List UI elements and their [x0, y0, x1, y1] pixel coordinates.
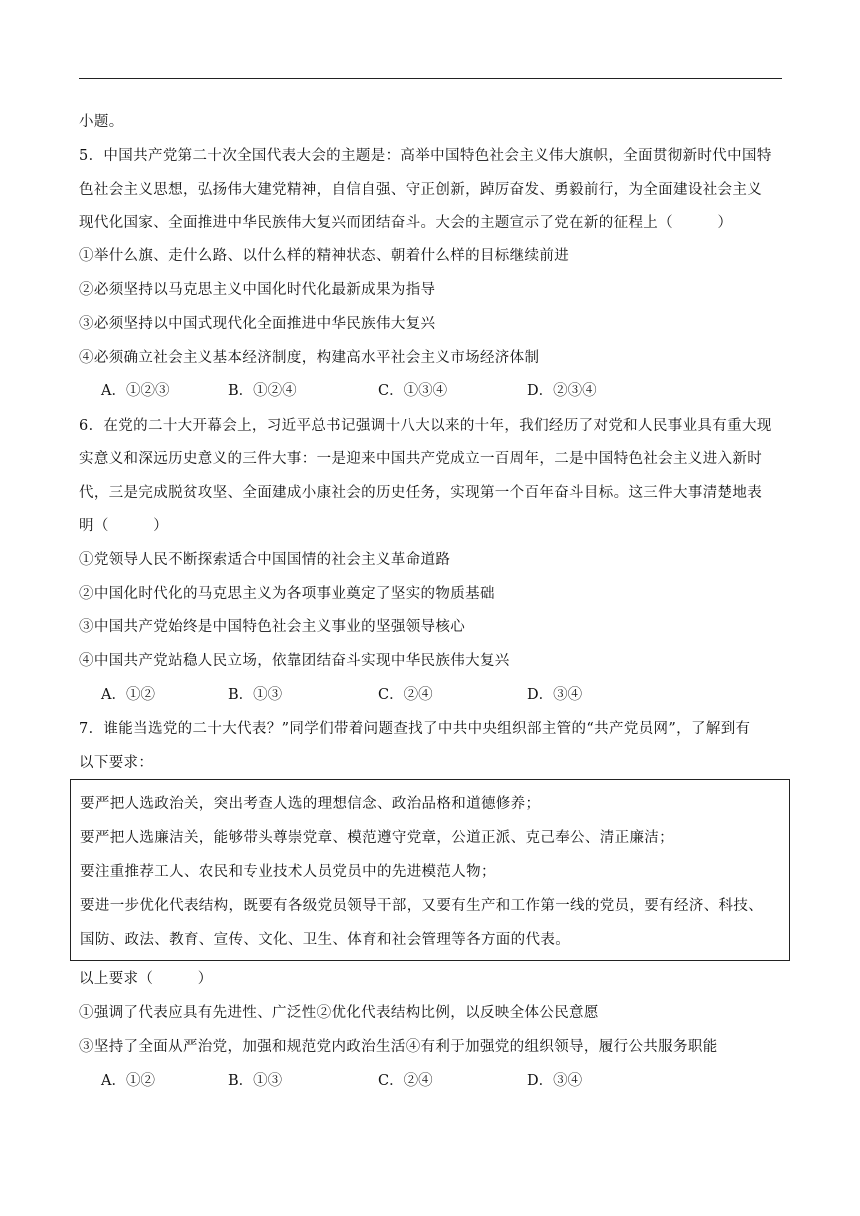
requirement-line: 要注重推荐工人、农民和专业技术人员党员中的先进模范人物；	[80, 864, 496, 880]
q5-option-b[interactable]: B．①②④	[228, 383, 297, 399]
q6-statement-3: ③中国共产党始终是中国特色社会主义事业的坚强领导核心	[79, 619, 466, 635]
q6-statement-4: ④中国共产党站稳人民立场，依靠团结奋斗实现中华民族伟大复兴	[79, 653, 510, 669]
q5-stem-line: 现代化国家、全面推进中华民族伟大复兴而团结奋斗。大会的主题宣示了党在新的征程上（ ）	[79, 215, 733, 231]
requirement-line: 要严把人选廉洁关，能够带头尊崇党章、模范遵守党章，公道正派、克己奉公、清正廉洁；	[80, 830, 674, 846]
q5-statement-2: ②必须坚持以马克思主义中国化时代化最新成果为指导	[79, 282, 436, 298]
q7-statements-line-1: ①强调了代表应具有先进性、广泛性②优化代表结构比例，以反映全体公民意愿	[79, 1005, 599, 1021]
fragment-text: 小题。	[79, 114, 124, 130]
q7-after-text: 以上要求（ ）	[79, 971, 213, 987]
q6-option-a[interactable]: A．①②	[101, 687, 155, 703]
q5-option-c[interactable]: C．①③④	[378, 383, 448, 399]
q7-option-b[interactable]: B．①③	[228, 1073, 283, 1089]
q5-option-d[interactable]: D．②③④	[527, 383, 597, 399]
requirement-line: 要进一步优化代表结构，既要有各级党员领导干部，又要有生产和工作第一线的党员，要有经济、科技、	[80, 898, 764, 914]
q5-statement-3: ③必须坚持以中国式现代化全面推进中华民族伟大复兴	[79, 316, 436, 332]
q7-stem-line: 7．谁能当选党的二十大代表？”同学们带着问题查找了中共中央组织部主管的“共产党员网”，了解到有	[79, 721, 751, 737]
q6-option-d[interactable]: D．③④	[527, 687, 583, 703]
q5-statement-4: ④必须确立社会主义基本经济制度，构建高水平社会主义市场经济体制	[79, 350, 540, 366]
q6-stem-line: 代，三是完成脱贫攻坚、全面建成小康社会的历史任务，实现第一个百年奋斗目标。这三件大事清楚地表	[79, 485, 763, 501]
q6-option-b[interactable]: B．①③	[228, 687, 283, 703]
header-rule	[79, 78, 782, 79]
q5-option-a[interactable]: A．①②③	[101, 383, 170, 399]
q6-stem-line: 6．在党的二十大开幕会上，习近平总书记强调十八大以来的十年，我们经历了对党和人民事业具有重大现	[79, 418, 772, 434]
requirements-box	[70, 779, 790, 961]
requirement-line: 要严把人选政治关，突出考查人选的理想信念、政治品格和道德修养；	[80, 796, 541, 812]
q6-statement-1: ①党领导人民不断探索适合中国国情的社会主义革命道路	[79, 552, 451, 568]
q6-stem-line: 明（ ）	[79, 518, 169, 534]
q6-statement-2: ②中国化时代化的马克思主义为各项事业奠定了坚实的物质基础	[79, 586, 495, 602]
q7-option-d[interactable]: D．③④	[527, 1073, 583, 1089]
q7-option-c[interactable]: C．②④	[378, 1073, 433, 1089]
q6-option-c[interactable]: C．②④	[378, 687, 433, 703]
q5-stem-line: 色社会主义思想，弘扬伟大建党精神，自信自强、守正创新，踔厉奋发、勇毅前行，为全面建设社会主义	[79, 182, 763, 198]
q5-stem-line: 5．中国共产党第二十次全国代表大会的主题是：高举中国特色社会主义伟大旗帜，全面贯彻新时代中国特	[79, 148, 772, 164]
q6-stem-line: 实意义和深远历史意义的三件大事：一是迎来中国共产党成立一百周年，二是中国特色社会主义进入新时	[79, 451, 763, 467]
q7-stem-line: 以下要求：	[79, 755, 154, 771]
q7-statements-line-2: ③坚持了全面从严治党，加强和规范党内政治生活④有利于加强党的组织领导，履行公共服务职能	[79, 1039, 718, 1055]
q5-statement-1: ①举什么旗、走什么路、以什么样的精神状态、朝着什么样的目标继续前进	[79, 248, 570, 264]
q7-option-a[interactable]: A．①②	[101, 1073, 155, 1089]
requirement-line: 国防、政法、教育、宣传、文化、卫生、体育和社会管理等各方面的代表。	[80, 932, 571, 948]
